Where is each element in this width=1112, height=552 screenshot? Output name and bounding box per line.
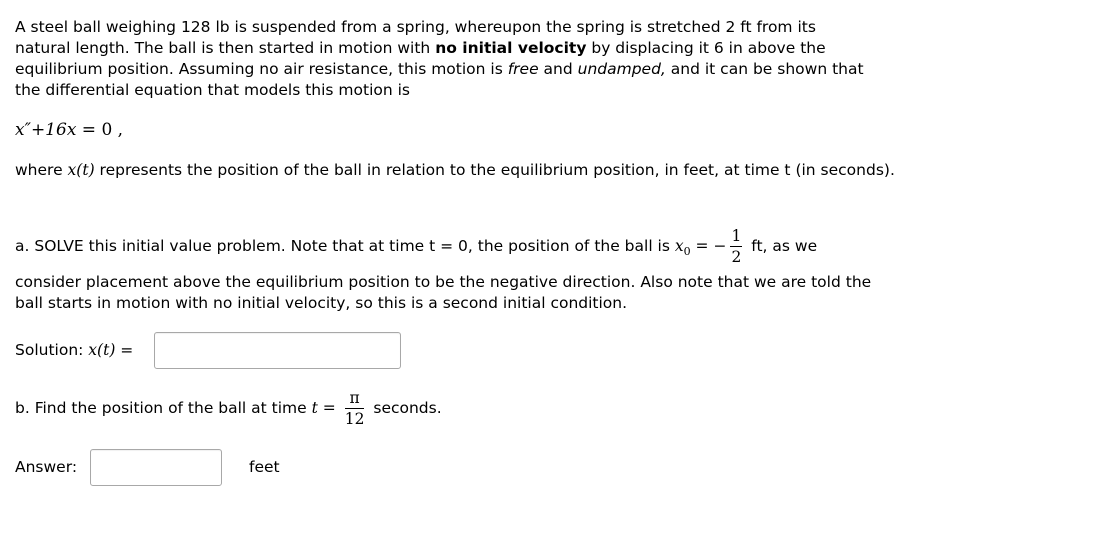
part-a-text-2: ft, as we (746, 237, 818, 255)
answer-unit: feet (249, 458, 280, 476)
time-fraction: $\frac{\pi}{12}$ (344, 389, 365, 428)
where-text-1: where (15, 161, 68, 179)
x0-symbol: $x_0$ (674, 237, 691, 259)
equation-rhs: = 0 , (76, 120, 124, 140)
intro-text-4: and it can be shown that the differential equation that models this motion is (15, 60, 864, 99)
solution-label: Solution: x(t) = (15, 341, 134, 359)
part-a-text-3: consider placement above the equilibrium position to be the negative direction. Also note that we are told the ball starts in motion with no initial velocity, so this is a second initial condition. (15, 273, 872, 312)
problem-intro (15, 17, 875, 101)
solution-input[interactable] (154, 332, 401, 369)
x0-equals: = − (690, 237, 727, 255)
intro-text-2: by displacing it 6 in above the equilibrium position. Assuming no air resistance, this motion is (15, 39, 826, 78)
free-italic: free (507, 60, 539, 78)
part-b-question (15, 388, 442, 429)
intro-text-1: A steel ball weighing 128 lb is suspended from a spring, whereupon the spring is stretched 2 ft from its natural length. The ball is then started in motion with (15, 18, 816, 57)
part-b-text-1: b. Find the position of the ball at time (15, 399, 312, 417)
where-text-2: represents the position of the ball in relation to the equilibrium position, in feet, at time t (in seconds). (94, 161, 895, 179)
t-symbol: t (311, 399, 318, 417)
part-a-text-1: a. SOLVE this initial value problem. Note that at time t = 0, the position of the ball is (15, 237, 675, 255)
part-a-continuation (15, 272, 895, 314)
undamped-italic: undamped, (577, 60, 666, 78)
t-equals: = (317, 399, 341, 417)
answer-input[interactable] (90, 449, 222, 486)
part-b-text-2: seconds. (368, 399, 442, 417)
solution-x-of-t: x(t) (88, 341, 116, 359)
differential-equation (15, 120, 123, 141)
where-statement (15, 160, 895, 181)
where-x-of-t: x(t) (67, 161, 95, 179)
equation-lhs: x″+16x (15, 120, 77, 140)
intro-text-3: and (538, 60, 578, 78)
no-initial-velocity-bold: no initial velocity (435, 39, 587, 57)
answer-label: Answer: (15, 458, 78, 476)
part-a-line-1 (15, 226, 817, 267)
x0-fraction: $\frac{1}{2}$ (731, 227, 742, 266)
